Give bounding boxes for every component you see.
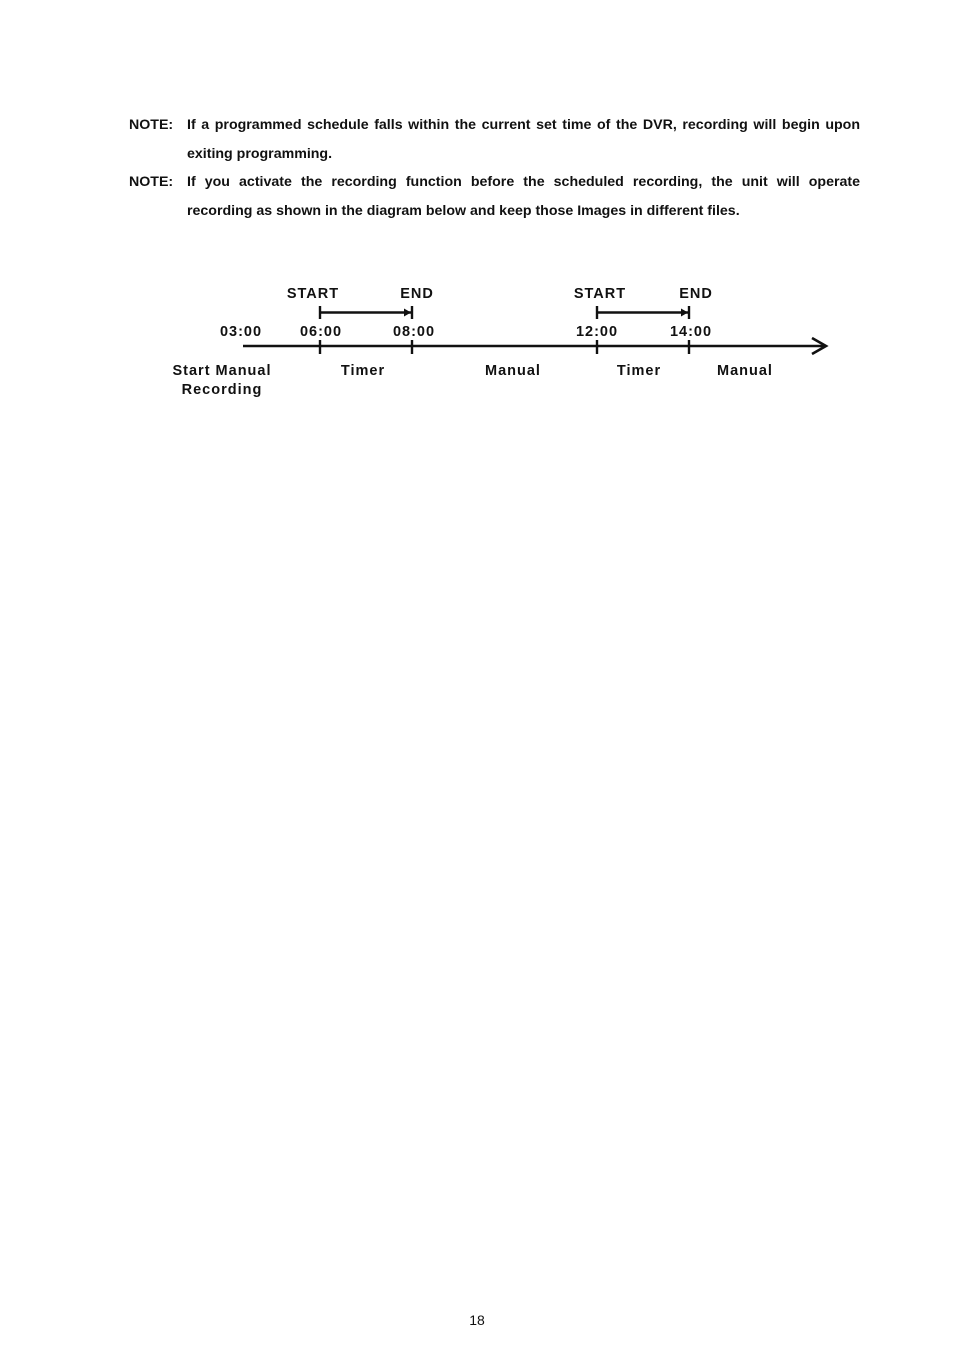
time-label-14-00: 14:00 xyxy=(669,324,713,340)
start-label-2: START xyxy=(573,286,627,302)
time-label-03-00: 03:00 xyxy=(219,324,263,340)
note-1-text: If a programmed schedule falls within the current set time of the DVR, recording will begin upon exiting programming. xyxy=(187,117,860,162)
time-label-12-00: 12:00 xyxy=(575,324,619,340)
page-number: 18 xyxy=(469,1312,485,1328)
note-2-text: If you activate the recording function before the scheduled recording, the unit will operate recording as shown in the diagram below and keep those Images in different files. xyxy=(187,174,860,219)
note-1-label: NOTE: xyxy=(129,117,174,133)
end-label-2: END xyxy=(679,286,713,302)
segment-label-timer-1: Timer xyxy=(340,363,386,379)
time-label-06-00: 06:00 xyxy=(299,324,343,340)
segment-label-start-manual: Start Manual xyxy=(172,363,272,379)
time-label-08-00: 08:00 xyxy=(392,324,436,340)
recording-timeline-diagram xyxy=(0,0,954,420)
segment-label-manual-1: Manual xyxy=(485,363,541,379)
note-2-label: NOTE: xyxy=(129,174,174,190)
segment-label-recording: Recording xyxy=(181,382,263,398)
start-label-1: START xyxy=(286,286,340,302)
segment-label-manual-2: Manual xyxy=(717,363,773,379)
timer-bracket-1 xyxy=(320,306,412,319)
segment-label-timer-2: Timer xyxy=(616,363,662,379)
end-label-1: END xyxy=(400,286,434,302)
timer-bracket-2 xyxy=(597,306,689,319)
